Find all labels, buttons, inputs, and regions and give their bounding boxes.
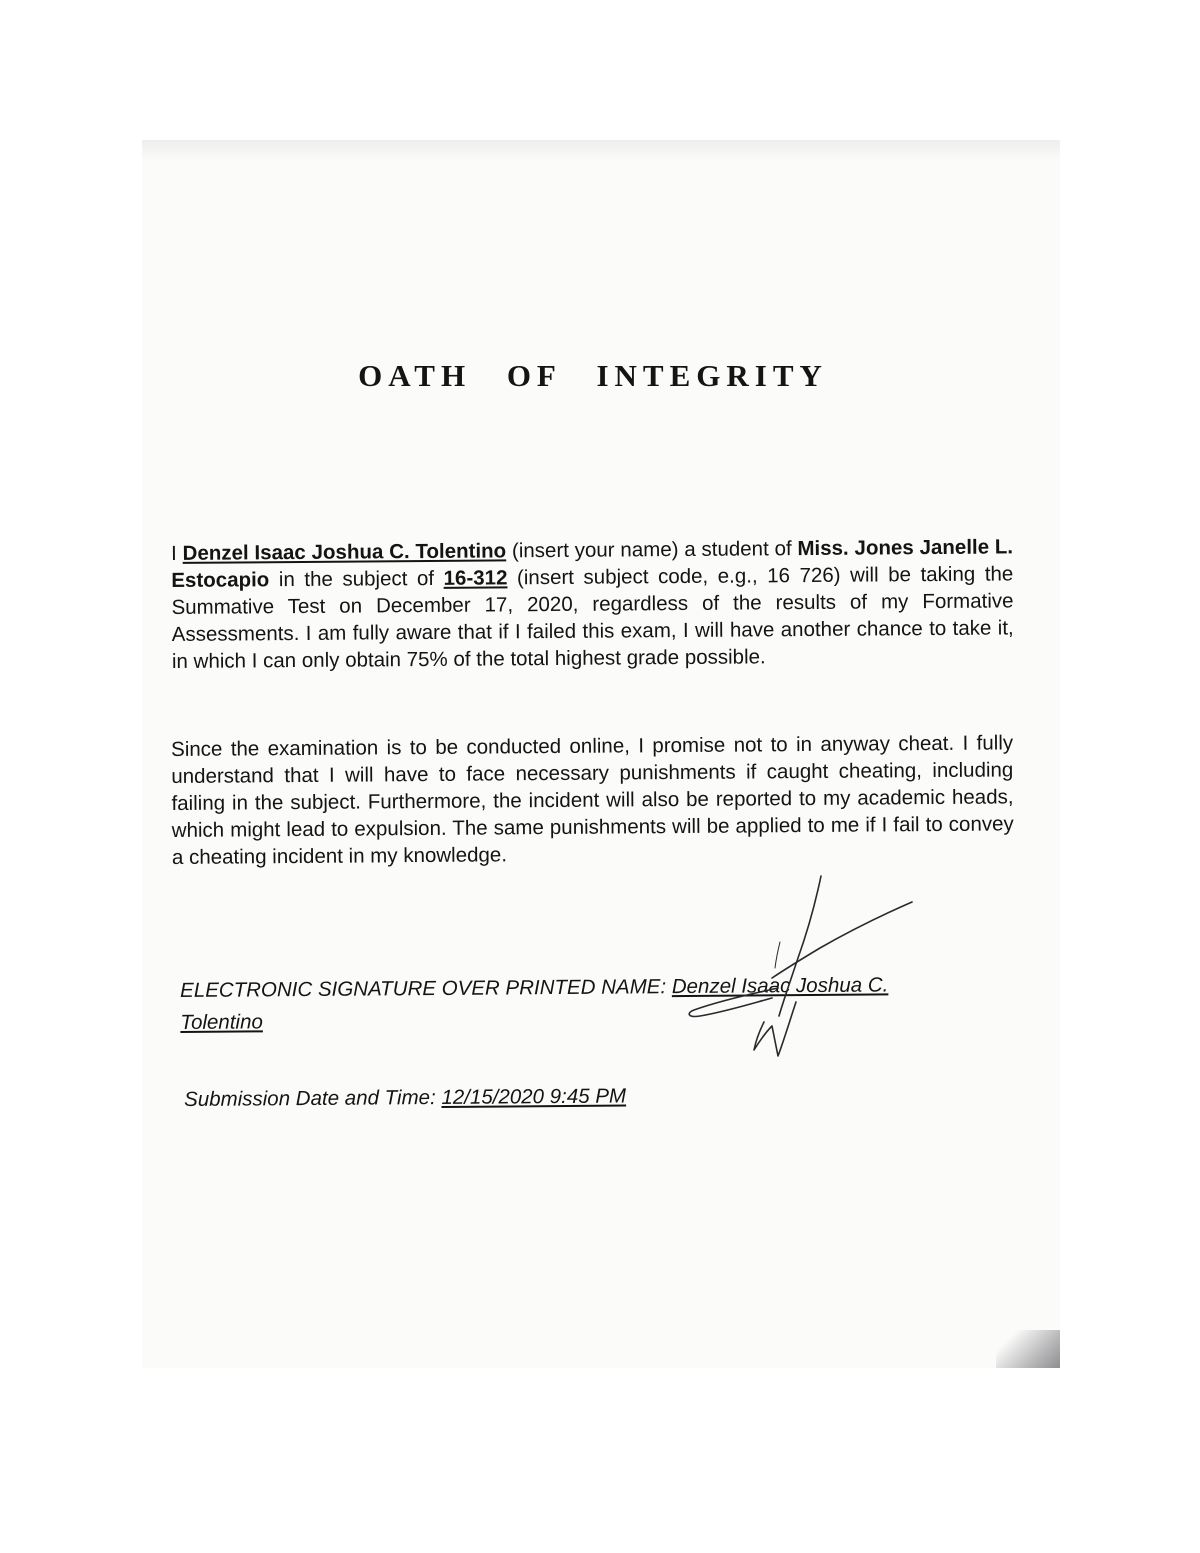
student-name: Denzel Isaac Joshua C. Tolentino — [182, 539, 507, 565]
paragraph-1-text-c: (insert subject code, e.g., 16 726) will be taking the Summative Test on December 17, 2020, regardless of the results of my Formative Assessments. I am fully aware that if I failed this exam, I will have another chance to take it, in which I can only obtain 75% of the total highest grade possible. — [171, 562, 1014, 673]
subject-code: 16-312 — [443, 566, 508, 590]
signature-label: ELECTRONIC SIGNATURE OVER PRINTED NAME: — [180, 975, 667, 1002]
handwritten-signature — [680, 870, 930, 1060]
scan-top-edge — [142, 140, 1060, 162]
teacher-name: Miss. Jones Janelle L. Estocapio — [171, 535, 1014, 592]
oath-paragraph-2: Since the examination is to be conducted online, I promise not to in anyway cheat. I fully understand that I will have to face necessary punishments if caught cheating, including failing in the subject. Furthermore, the incident will also be reported to my academic heads, which might lead to expulsion. The same punishments will be applied to me if I fail to convey a cheating incident in my knowledge. — [171, 731, 1014, 869]
document-title: OATH OF INTEGRITY — [358, 358, 828, 393]
paragraph-1-prefix: I — [171, 541, 183, 565]
signature-printed-name: Denzel Isaac Joshua C. Tolentino — [180, 973, 889, 1034]
submission-date-time: 12/15/2020 9:45 PM — [441, 1084, 627, 1109]
oath-paragraph-1 — [171, 533, 1014, 675]
submission-label: Submission Date and Time: — [184, 1086, 436, 1111]
paragraph-1-text-a: (insert your name) a student of — [506, 537, 798, 563]
scan-corner-shadow — [996, 1330, 1060, 1368]
paragraph-1-text-b: in the subject of — [269, 566, 444, 592]
